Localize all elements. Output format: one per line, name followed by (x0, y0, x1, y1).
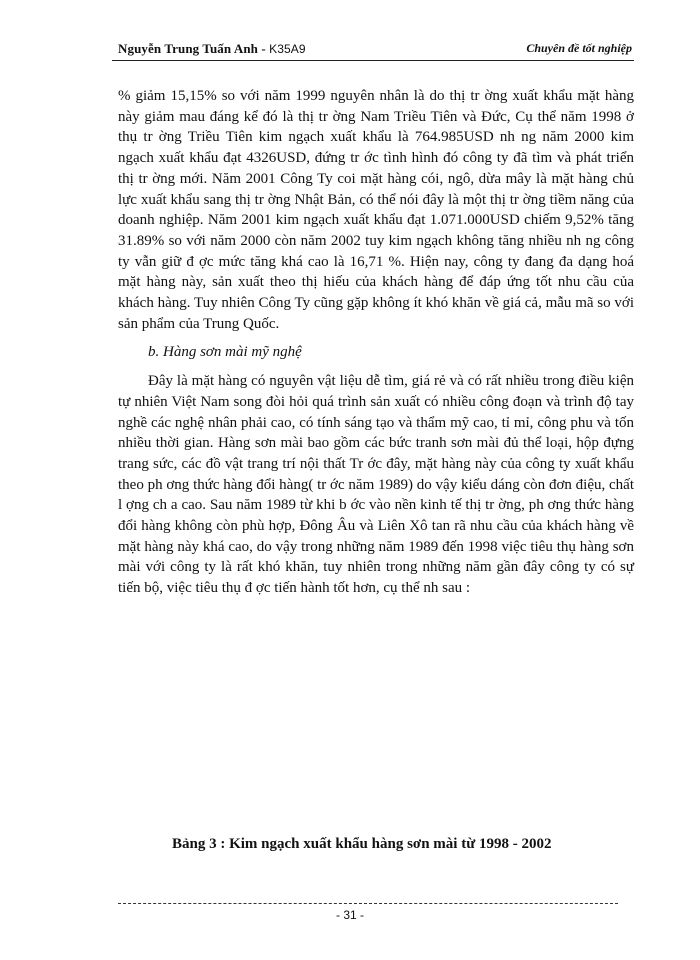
table-caption: Bảng 3 : Kim ngạch xuất khẩu hàng sơn mài từ 1998 - 2002 (172, 836, 552, 852)
paragraph-market-export: % giảm 15,15% so với năm 1999 nguyên nhân là do thị tr ờng xuất khẩu mặt hàng này giảm mau đáng kể đó là thị tr ờng Nam Triều Tiên và Đức, Cụ thể năm 1998 ở thụ tr ờng Triều Tiên kim ngạch xuất khẩu là 764.985USD nh ng năm 2000 kim ngạch xuất khẩu đạt 4326USD, đứng tr ớc tình hình đó công ty đã tìm và phát triển thị tr ờng mới. Năm 2001 Công Ty coi mặt hàng cói, ngô, dừa mây là mặt hàng chủ lực xuất khẩu sang thị tr ờng Nhật Bản, có thể nói đây là một thị tr ờng tiềm năng của doanh nghiệp. Năm 2001 kim ngạch xuất khẩu đạt 1.071.000USD chiếm 9,52% tăng 31.89% so với năm 2000 còn năm 2002 tuy kim ngạch không tăng nhiều nh ng công ty vẫn giữ đ ợc mức tăng khá cao là 16,71 %. Hiện nay, công ty đang đa dạng hoá mặt hàng này, sản xuất theo thị hiếu của khách hàng để đáp ứng tốt nhu cầu của khách hàng. Tuy nhiên Công Ty cũng gặp không ít khó khăn về giá cả, mẫu mã so với sản phẩm của Trung Quốc. (118, 88, 634, 332)
section-subheading: b. Hàng sơn mài mỹ nghệ (148, 344, 302, 361)
header-author: Nguyễn Trung Tuấn Anh - (118, 41, 270, 56)
paragraph-lacquerware: Đây là mặt hàng có nguyên vật liệu dễ tìm, giá rẻ và có rất nhiều trong điều kiện tự nhiên Việt Nam song đòi hỏi quá trình sản xuất có nhiều công đoạn và trình độ tay nghề các nghệ nhân phải cao, có tính sáng tạo và thẩm mỹ cao, tỉ mỉ, công phu và tốn nhiều thời gian. Hàng sơn mài bao gồm các bức tranh sơn mài đủ thể loại, hộp đựng trang sức, các đồ vật trang trí nội thất Tr ớc đây, mặt hàng này của công ty xuất khẩu theo ph ơng thức hàng đổi hàng( tr ớc năm 1989) do vậy kiểu dáng còn đơn điệu, chất l ợng ch a cao. Sau năm 1989 từ khi b ớc vào nền kinh tế thị tr ờng, ph ơng thức hàng đổi hàng không còn phù hợp, Đông Âu và Liên Xô tan rã nhu cầu của khách hàng về mặt hàng này khá cao, do vậy trong những năm 1989 đến 1998 việc tiêu thụ hàng sơn mài với công ty là rất khó khăn, tuy nhiên trong những năm gần đây công ty có sự tiến bộ, việc tiêu thụ đ ợc tiến hành tốt hơn, cụ thể nh sau : (118, 373, 634, 597)
document-body (118, 86, 634, 599)
header-doc-type: Chuyên đề tốt nghiệp (526, 41, 632, 55)
footer-divider (118, 903, 618, 904)
header-author-line (118, 41, 306, 57)
page-header (112, 38, 634, 61)
page-number: - 31 - (335, 908, 364, 922)
header-class-code: K35A9 (269, 42, 306, 56)
